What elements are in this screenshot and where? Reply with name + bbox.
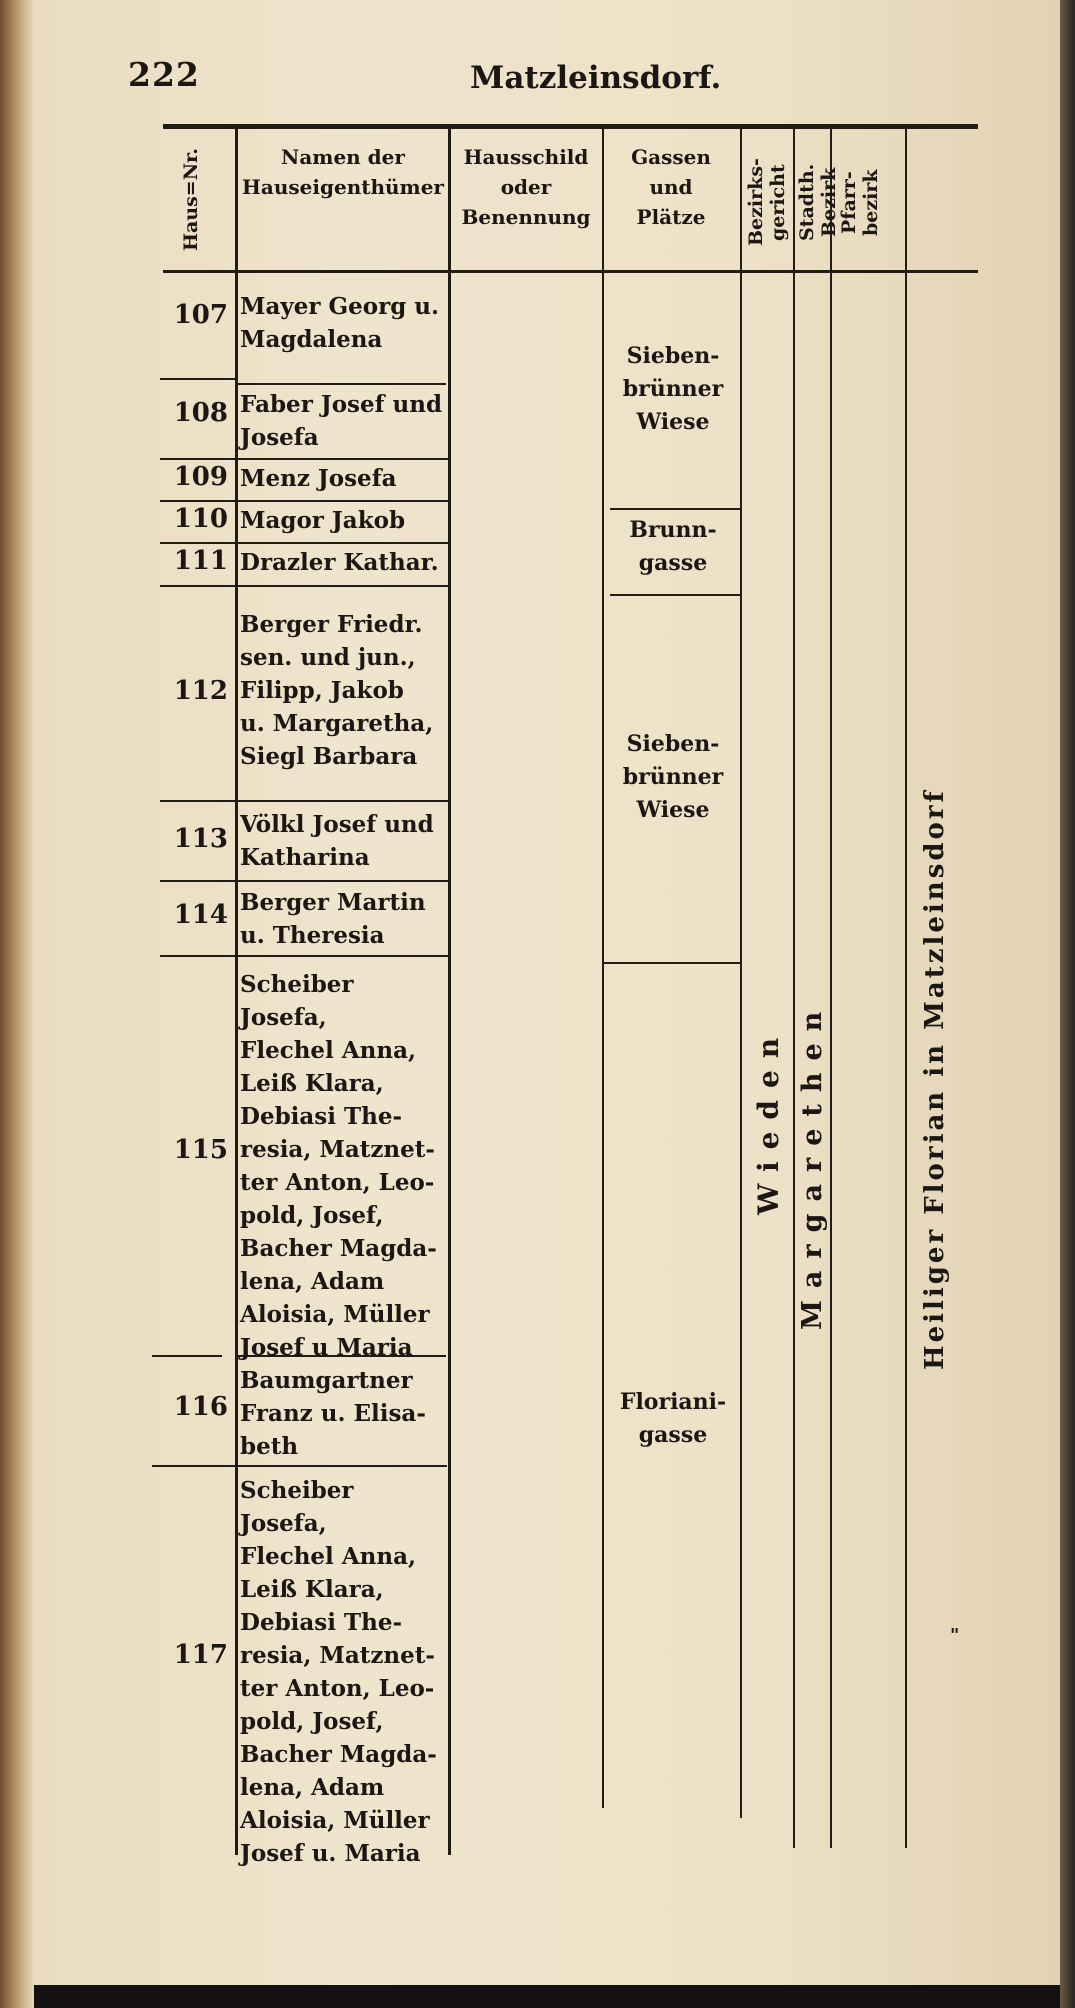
header-owners: Namen der Hauseigenthümer [242, 145, 444, 199]
row-rule [160, 880, 448, 882]
owner-entry [240, 504, 445, 537]
page-title: Matzleinsdorf. [470, 60, 722, 96]
owner-line: Josefa [240, 424, 319, 451]
owner-line: Franz u. Elisa- [240, 1400, 426, 1427]
owner-line: sen. und jun., [240, 644, 416, 671]
owner-line: Berger Friedr. [240, 611, 423, 638]
owner-entry [240, 608, 445, 773]
owner-line: Scheiber Josefa, [240, 1477, 354, 1537]
street-line: Sieben- [626, 343, 720, 369]
street-rule [604, 962, 740, 964]
owner-line: lena, Adam [240, 1268, 385, 1295]
column-rule [235, 128, 238, 1855]
owner-line: Menz Josefa [240, 465, 397, 492]
row-rule [152, 1465, 447, 1467]
owner-entry [240, 886, 445, 952]
district-court-text: Wieden [752, 1025, 785, 1215]
owner-line: Leiß Klara, [240, 1576, 384, 1603]
house-number: 114 [173, 900, 228, 930]
owner-line: Völkl Josef und [240, 811, 434, 838]
street-entry [608, 728, 738, 827]
city-district-text: Margarethen [797, 999, 828, 1330]
column-rule [448, 128, 451, 1855]
owner-entry [240, 546, 445, 579]
house-number: 113 [173, 824, 228, 854]
owner-line: Bacher Magda- [240, 1235, 437, 1262]
owner-line: ter Anton, Leo- [240, 1169, 435, 1196]
street-line: Wiese [636, 409, 710, 435]
row-rule [160, 542, 448, 544]
page-number: 222 [128, 55, 200, 94]
column-rule [905, 128, 907, 1848]
header-district-court: Bezirks- gericht [745, 158, 789, 247]
owner-line: Debiasi The- [240, 1103, 403, 1130]
owner-line: Josef u. Maria [240, 1840, 421, 1867]
owner-entry [240, 290, 445, 356]
owner-line: Scheiber Josefa, [240, 971, 354, 1031]
header-bottom-rule [163, 270, 978, 273]
street-entry [608, 514, 738, 580]
owner-line: Siegl Barbara [240, 743, 418, 770]
owner-line: u. Margaretha, [240, 710, 434, 737]
row-rule [160, 458, 448, 460]
owner-entry [240, 1364, 445, 1463]
row-rule [160, 800, 448, 802]
owner-line: Leiß Klara, [240, 1070, 384, 1097]
row-rule [160, 500, 448, 502]
house-number: 112 [173, 676, 228, 706]
stray-mark: " [950, 1625, 960, 1646]
house-number: 117 [173, 1640, 228, 1670]
owner-line: pold, Josef, [240, 1708, 384, 1735]
owner-line: Josef u Maria [240, 1334, 413, 1361]
street-rule [610, 594, 740, 596]
row-rule [160, 585, 448, 587]
street-entry [608, 340, 738, 439]
house-number: 107 [173, 300, 228, 330]
owner-line: Mayer Georg u. [240, 293, 440, 320]
house-number: 110 [173, 504, 228, 534]
owner-entry [240, 462, 445, 495]
row-rule [238, 383, 446, 385]
owner-line: Flechel Anna, [240, 1543, 417, 1570]
column-rule [602, 128, 604, 1808]
house-number: 109 [173, 462, 228, 492]
owner-entry [240, 1474, 445, 1870]
house-number: 108 [173, 398, 228, 428]
owner-line: Katharina [240, 844, 370, 871]
book-spine-edge [0, 0, 34, 2008]
owner-line: Debiasi The- [240, 1609, 403, 1636]
owner-line: ter Anton, Leo- [240, 1675, 435, 1702]
owner-line: Aloisia, Müller [240, 1807, 430, 1834]
owner-line: Berger Martin [240, 889, 426, 916]
owner-line: beth [240, 1433, 299, 1460]
header-city-district: Stadth. Bezirk [796, 163, 840, 242]
owner-line: resia, Matznet- [240, 1136, 435, 1163]
street-line: brünner [622, 376, 724, 402]
house-number: 111 [173, 546, 228, 576]
owner-entry [240, 968, 445, 1364]
owner-line: Flechel Anna, [240, 1037, 417, 1064]
column-rule [830, 128, 832, 1848]
row-rule [152, 1355, 222, 1357]
owner-line: Aloisia, Müller [240, 1301, 430, 1328]
street-line: Floriani- [619, 1389, 727, 1415]
street-line: Wiese [636, 797, 710, 823]
owner-line: Bacher Magda- [240, 1741, 437, 1768]
house-number: 116 [173, 1392, 228, 1422]
column-rule [793, 128, 795, 1848]
street-rule [610, 508, 740, 510]
parish-text: Heiliger Florian in Matzleinsdorf [920, 788, 950, 1370]
owner-entry [240, 808, 445, 874]
street-line: Sieben- [626, 731, 720, 757]
header-sign: Hausschild oder Benennung [461, 145, 591, 229]
table-top-rule [163, 124, 978, 129]
owner-entry [240, 388, 445, 454]
header-house-no: Haus=Nr. [180, 148, 202, 252]
street-line: gasse [638, 1422, 708, 1448]
owner-line: Magdalena [240, 326, 383, 353]
page-stack-edge [1060, 0, 1075, 2008]
owner-line: Drazler Kathar. [240, 549, 439, 576]
street-line: brünner [622, 764, 724, 790]
header-parish: Pfarr- bezirk [838, 169, 882, 236]
owner-line: lena, Adam [240, 1774, 385, 1801]
row-rule [160, 378, 236, 380]
street-line: gasse [638, 550, 708, 576]
column-rule [740, 128, 742, 1818]
owner-line: pold, Josef, [240, 1202, 384, 1229]
owner-line: Magor Jakob [240, 507, 406, 534]
owner-line: Baumgartner [240, 1367, 413, 1394]
header-streets: Gassen und Plätze [631, 145, 711, 229]
street-line: Brunn- [629, 517, 717, 543]
owner-line: Filipp, Jakob [240, 677, 404, 704]
street-entry [608, 1386, 738, 1452]
house-number: 115 [173, 1135, 228, 1165]
owner-line: Faber Josef und [240, 391, 443, 418]
owner-line: resia, Matznet- [240, 1642, 435, 1669]
owner-line: u. Theresia [240, 922, 385, 949]
row-rule [160, 955, 448, 957]
